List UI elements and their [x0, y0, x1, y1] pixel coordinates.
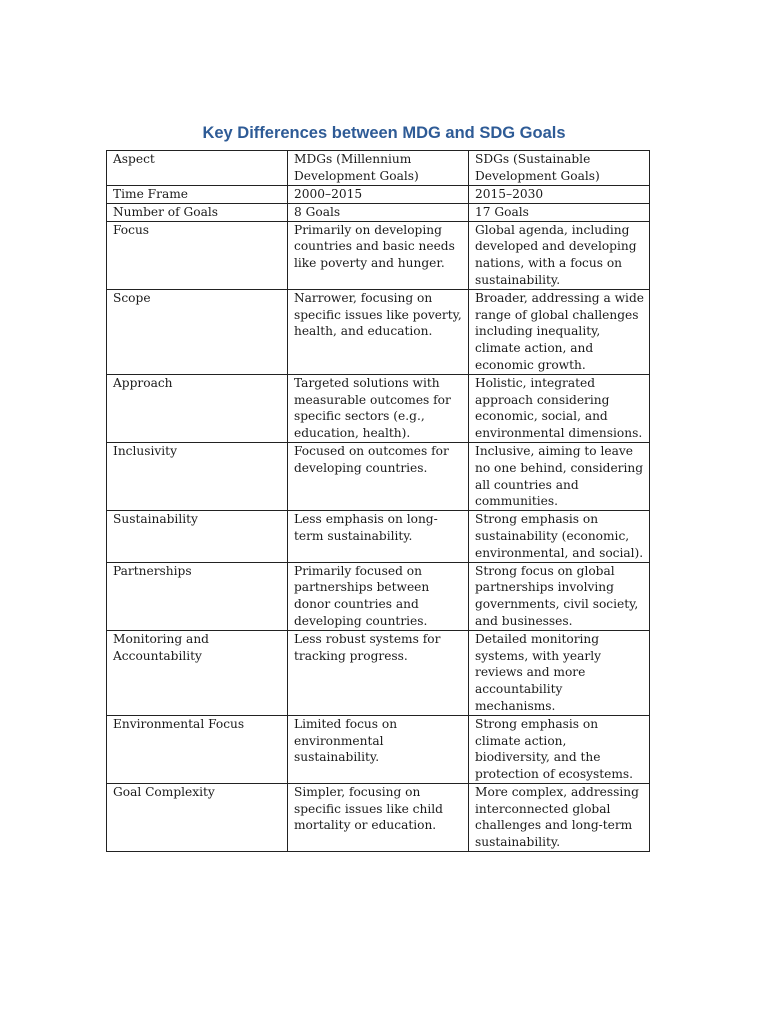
aspect-cell: Approach: [107, 374, 288, 442]
mdg-cell: 8 Goals: [288, 203, 469, 221]
sdg-cell: Inclusive, aiming to leave no one behind, considering all countries and communities.: [469, 442, 650, 510]
mdg-cell: Limited focus on environmental sustainability.: [288, 715, 469, 783]
table-row: [107, 289, 650, 374]
aspect-cell: Monitoring and Accountability: [107, 630, 288, 715]
mdg-cell: Primarily on developing countries and basic needs like poverty and hunger.: [288, 221, 469, 289]
mdg-cell: Simpler, focusing on specific issues like child mortality or education.: [288, 783, 469, 851]
mdg-cell: Focused on outcomes for developing countries.: [288, 442, 469, 510]
sdg-cell: Detailed monitoring systems, with yearly reviews and more accountability mechanisms.: [469, 630, 650, 715]
table-row: [107, 783, 650, 851]
sdg-cell: Holistic, integrated approach considering economic, social, and environmental dimensions.: [469, 374, 650, 442]
table-row: [107, 715, 650, 783]
mdg-cell: Less robust systems for tracking progress.: [288, 630, 469, 715]
table-row: [107, 203, 650, 221]
comparison-table: [106, 150, 650, 852]
table-row: [107, 511, 650, 562]
document-title: Key Differences between MDG and SDG Goals: [202, 124, 566, 142]
aspect-cell: Sustainability: [107, 511, 288, 562]
aspect-cell: Inclusivity: [107, 442, 288, 510]
sdg-cell: 2015–2030: [469, 186, 650, 204]
aspect-cell: Number of Goals: [107, 203, 288, 221]
sdg-cell: 17 Goals: [469, 203, 650, 221]
table-row: [107, 374, 650, 442]
aspect-cell: Goal Complexity: [107, 783, 288, 851]
table-row: [107, 186, 650, 204]
mdg-cell: Targeted solutions with measurable outcomes for specific sectors (e.g., education, health).: [288, 374, 469, 442]
aspect-cell: Focus: [107, 221, 288, 289]
mdg-cell: Narrower, focusing on specific issues like poverty, health, and education.: [288, 289, 469, 374]
table-row: [107, 221, 650, 289]
table-row: [107, 562, 650, 630]
sdg-cell: Strong emphasis on climate action, biodiversity, and the protection of ecosystems.: [469, 715, 650, 783]
aspect-cell: Partnerships: [107, 562, 288, 630]
sdg-cell: Strong emphasis on sustainability (economic, environmental, and social).: [469, 511, 650, 562]
header-cell-aspect: Aspect: [107, 151, 288, 186]
sdg-cell: More complex, addressing interconnected global challenges and long-term sustainability.: [469, 783, 650, 851]
sdg-cell: Strong focus on global partnerships involving governments, civil society, and businesses.: [469, 562, 650, 630]
mdg-cell: Less emphasis on long-term sustainability.: [288, 511, 469, 562]
aspect-cell: Scope: [107, 289, 288, 374]
mdg-cell: Primarily focused on partnerships between donor countries and developing countries.: [288, 562, 469, 630]
aspect-cell: Time Frame: [107, 186, 288, 204]
header-cell-sdgs: SDGs (Sustainable Development Goals): [469, 151, 650, 186]
sdg-cell: Global agenda, including developed and developing nations, with a focus on sustainability.: [469, 221, 650, 289]
table-header-row: [107, 151, 650, 186]
table-row: [107, 630, 650, 715]
mdg-cell: 2000–2015: [288, 186, 469, 204]
table-row: [107, 442, 650, 510]
header-cell-mdgs: MDGs (Millennium Development Goals): [288, 151, 469, 186]
sdg-cell: Broader, addressing a wide range of global challenges including inequality, climate action, and economic growth.: [469, 289, 650, 374]
aspect-cell: Environmental Focus: [107, 715, 288, 783]
